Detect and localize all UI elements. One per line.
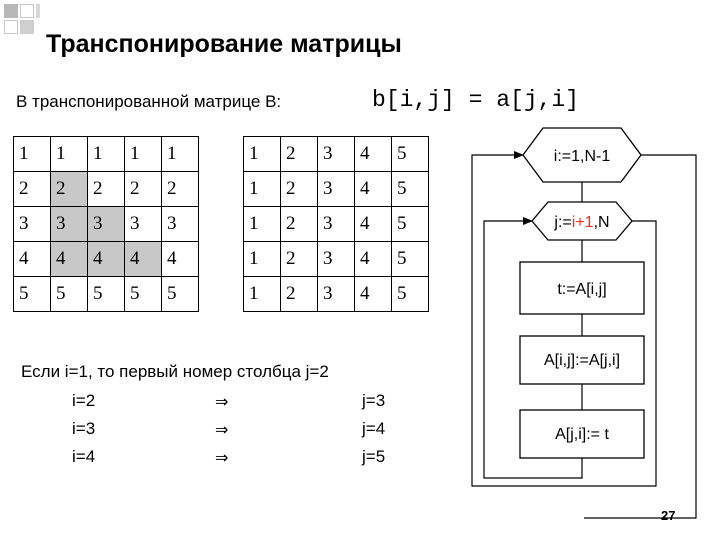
matrix-cell: 1 xyxy=(14,137,51,172)
matrix-cell: 5 xyxy=(125,277,162,312)
matrix-cell: 3 xyxy=(318,172,355,207)
step2-label: A[i,j]:=A[j,i] xyxy=(543,352,621,369)
matrix-cell: 1 xyxy=(244,207,281,242)
matrix-cell: 3 xyxy=(318,207,355,242)
matrix-cell: 2 xyxy=(281,207,318,242)
implies-arrow-icon: ⇒ xyxy=(215,448,229,467)
explanation-j-value: j=5 xyxy=(362,447,386,466)
matrix-cell: 5 xyxy=(392,207,429,242)
implies-arrow-icon: ⇒ xyxy=(215,392,229,411)
matrix-cell-shaded: 2 xyxy=(51,172,88,207)
matrix-cell: 3 xyxy=(318,277,355,312)
matrix-cell: 4 xyxy=(162,242,199,277)
explanation-j-value: j=4 xyxy=(362,419,386,438)
matrix-cell: 2 xyxy=(125,172,162,207)
implies-arrow-icon: ⇒ xyxy=(215,420,229,439)
matrix-cell: 1 xyxy=(88,137,125,172)
inner-loop-prefix: j:= xyxy=(554,214,572,231)
matrix-cell: 2 xyxy=(162,172,199,207)
matrix-cell: 2 xyxy=(281,172,318,207)
matrix-cell: 5 xyxy=(14,277,51,312)
matrix-cell: 5 xyxy=(51,277,88,312)
matrix-cell: 2 xyxy=(14,172,51,207)
outer-loop-label: i:=1,N-1 xyxy=(553,148,611,165)
slide-subtitle: В транспонированной матрице B: xyxy=(16,92,282,111)
explanation-i-value: i=2 xyxy=(72,391,96,410)
matrix-cell: 1 xyxy=(244,242,281,277)
matrix-cell: 5 xyxy=(392,242,429,277)
explanation-i-value: i=4 xyxy=(72,447,96,466)
slide-title: Транспонирование матрицы xyxy=(46,30,402,58)
matrix-cell: 4 xyxy=(14,242,51,277)
explanation-j-value: j=3 xyxy=(362,391,386,410)
matrix-cell: 1 xyxy=(244,172,281,207)
transpose-formula: b[i,j] = a[j,i] xyxy=(372,87,580,113)
matrix-cell-shaded: 4 xyxy=(125,242,162,277)
step3-label: A[j,i]:= t xyxy=(555,426,609,443)
matrix-cell: 2 xyxy=(281,277,318,312)
matrix-cell: 1 xyxy=(162,137,199,172)
matrix-cell: 4 xyxy=(355,242,392,277)
matrix-cell: 2 xyxy=(88,172,125,207)
matrix-cell: 2 xyxy=(281,242,318,277)
matrix-cell: 3 xyxy=(318,137,355,172)
matrix-cell: 2 xyxy=(281,137,318,172)
inner-loop-label xyxy=(553,214,609,231)
step1-label: t:=A[i,j] xyxy=(557,281,607,298)
matrix-cell-shaded: 4 xyxy=(51,242,88,277)
matrix-cell: 3 xyxy=(162,207,199,242)
matrix-cell: 1 xyxy=(244,277,281,312)
matrix-cell: 5 xyxy=(392,137,429,172)
matrix-cell: 3 xyxy=(125,207,162,242)
matrix-cell: 4 xyxy=(355,172,392,207)
matrix-cell: 5 xyxy=(162,277,199,312)
matrix-cell-shaded: 3 xyxy=(51,207,88,242)
explanation-i-value: i=3 xyxy=(72,419,96,438)
matrix-cell: 5 xyxy=(88,277,125,312)
matrix-cell: 1 xyxy=(51,137,88,172)
matrix-cell: 3 xyxy=(318,242,355,277)
matrix-cell: 4 xyxy=(355,137,392,172)
matrix-cell: 4 xyxy=(355,207,392,242)
page-number: 27 xyxy=(661,508,676,523)
matrix-cell: 5 xyxy=(392,277,429,312)
matrix-cell: 4 xyxy=(355,277,392,312)
inner-loop-start-red: i+1 xyxy=(571,214,594,231)
matrix-cell: 1 xyxy=(244,137,281,172)
matrix-cell-shaded: 3 xyxy=(88,207,125,242)
explanation-line: Если i=1, то первый номер столбца j=2 xyxy=(21,362,329,381)
matrix-cell-shaded: 4 xyxy=(88,242,125,277)
inner-loop-suffix: ,N xyxy=(593,214,610,231)
matrix-cell: 1 xyxy=(125,137,162,172)
matrix-cell: 5 xyxy=(392,172,429,207)
matrix-cell: 3 xyxy=(14,207,51,242)
